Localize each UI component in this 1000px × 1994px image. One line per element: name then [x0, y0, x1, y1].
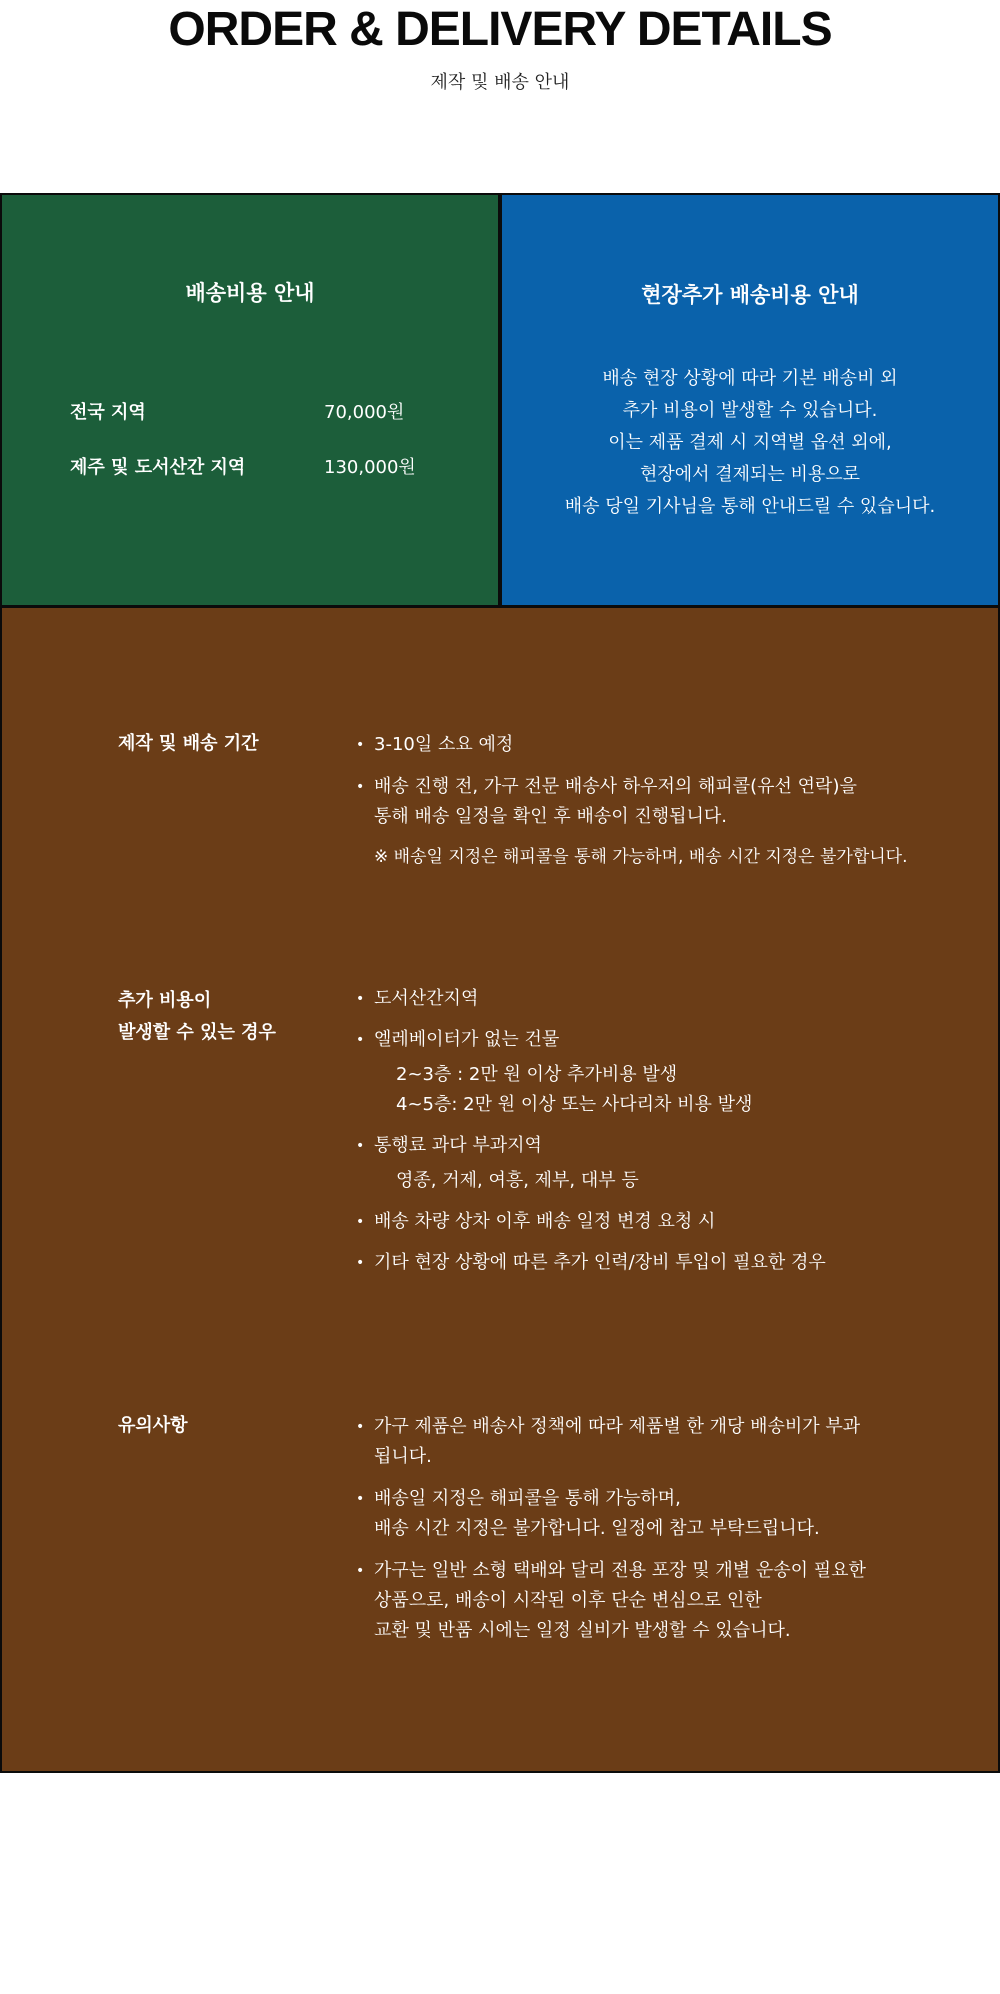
details-panel	[0, 606, 1000, 1773]
production-remark: ※ 배송일 지정은 해피콜을 통해 가능하며, 배송 시간 지정은 불가합니다.	[374, 847, 908, 867]
extra-cost-list	[352, 984, 952, 1278]
fee-value-nationwide: 70,000원	[324, 402, 405, 423]
shipping-fee-heading: 배송비용 안내	[185, 281, 315, 305]
bullet-icon: •	[356, 1255, 365, 1271]
bullet-icon: •	[356, 1138, 365, 1154]
bullet-icon: •	[356, 1491, 365, 1507]
list-item: • 배송일 지정은 해피콜을 통해 가능하며, 배송 시간 지정은 불가합니다. 일정에 참고 부탁드립니다.	[352, 1484, 952, 1544]
onsite-fee-text: 배송 현장 상황에 따라 기본 배송비 외 추가 비용이 발생할 수 있습니다. 이는 제품 결제 시 지역별 옵션 외에, 현장에서 결제되는 비용으로 배송 당일 기사님을 통해 안내드릴 수 있습니다.	[564, 368, 936, 517]
list-item: • 도서산간지역	[352, 984, 952, 1014]
extra-cost-label: 추가 비용이 발생할 수 있는 경우	[118, 990, 276, 1043]
shipping-fee-panel	[0, 193, 500, 607]
bullet-icon: •	[356, 1214, 365, 1230]
bullet-icon: •	[356, 737, 365, 753]
fee-label-nationwide: 전국 지역	[70, 402, 146, 423]
notice-list	[352, 1412, 952, 1646]
bullet-icon: •	[356, 1563, 365, 1579]
fee-label-jeju-islands: 제주 및 도서산간 지역	[70, 457, 246, 478]
elevator-floor-costs: 2~3층 : 2만 원 이상 추가비용 발생 4~5층: 2만 원 이상 또는 사다리차 비용 발생	[396, 1064, 753, 1115]
onsite-fee-heading: 현장추가 배송비용 안내	[641, 283, 859, 307]
production-period-label: 제작 및 배송 기간	[118, 733, 259, 754]
bullet-icon: •	[356, 779, 365, 795]
page-subtitle: 제작 및 배송 안내	[430, 72, 570, 93]
list-item: • 배송 차량 상차 이후 배송 일정 변경 요청 시	[352, 1207, 952, 1237]
onsite-fee-panel	[500, 193, 1000, 607]
fee-value-jeju-islands: 130,000원	[324, 457, 416, 478]
list-item: • 기타 현장 상황에 따른 추가 인력/장비 투입이 필요한 경우	[352, 1248, 952, 1278]
list-item: • 통행료 과다 부과지역 영종, 거제, 여흥, 제부, 대부 등	[352, 1131, 952, 1196]
toll-regions: 영종, 거제, 여흥, 제부, 대부 등	[396, 1170, 639, 1191]
page-title: ORDER & DELIVERY DETAILS	[168, 3, 832, 56]
bullet-icon: •	[356, 1419, 365, 1435]
bullet-icon: •	[356, 991, 365, 1007]
list-item: • 배송 진행 전, 가구 전문 배송사 하우저의 해피콜(유선 연락)을 통해 배송 일정을 확인 후 배송이 진행됩니다.	[352, 772, 952, 832]
list-item: • 3-10일 소요 예정	[352, 730, 952, 760]
production-period-list	[352, 730, 952, 836]
notice-label: 유의사항	[118, 1415, 188, 1436]
list-item: • 엘레베이터가 없는 건물 2~3층 : 2만 원 이상 추가비용 발생 4~5층: 2만 원 이상 또는 사다리차 비용 발생	[352, 1025, 952, 1120]
list-item: • 가구는 일반 소형 택배와 달리 전용 포장 및 개별 운송이 필요한 상품으로, 배송이 시작된 이후 단순 변심으로 인한 교환 및 반품 시에는 일정 실비가 발생할 수 있습니다.	[352, 1556, 952, 1646]
bullet-icon: •	[356, 1032, 365, 1048]
list-item: • 가구 제품은 배송사 정책에 따라 제품별 한 개당 배송비가 부과 됩니다.	[352, 1412, 952, 1472]
